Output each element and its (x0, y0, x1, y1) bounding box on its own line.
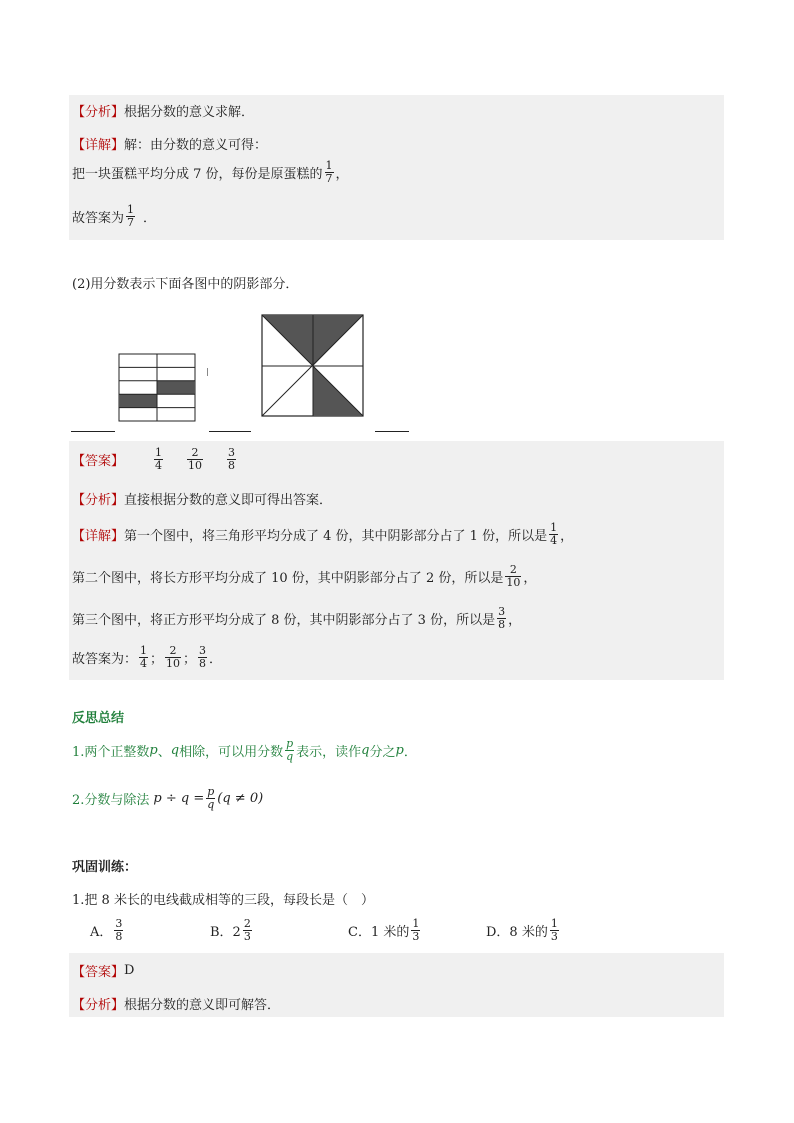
analysis-tag: 【分析】 (72, 105, 125, 120)
analysis-text: 根据分数的意义求解． (124, 105, 255, 120)
answer-tag: 【答案】 (72, 454, 125, 469)
fraction: $\frac{1}{7}$ (127, 203, 135, 229)
fraction: $\frac{3}{8}$ (498, 605, 506, 631)
fraction: $\frac{1}{7}$ (325, 159, 333, 185)
analysis-tag: 【分析】 (72, 493, 125, 508)
detail-text-2: 把一块蛋糕平均分成 7 份，每份是原蛋糕的 (72, 167, 323, 182)
detail-line-1: 【详解】 第一个图中，将三角形平均分成了 4 份，其中阴影部分占了 1 份，所以是 $\frac{1}{4}$ ， (72, 521, 574, 547)
figure-square-triangles (261, 314, 365, 418)
detail-line-3: 第三个图中，将正方形平均分成了 8 份，其中阴影部分占了 3 份，所以是 $\frac{3}{8}$ ， (72, 605, 522, 631)
fraction: $\frac{p}{q}$ (207, 785, 215, 811)
answer-fraction-2: $\frac{2}{10}$ (188, 446, 203, 472)
answer-blank-3 (375, 431, 409, 432)
fraction: $\frac{2}{3}$ (243, 917, 251, 943)
answer-line: 故答案为 $\frac{1}{7}$ ． (72, 203, 157, 229)
answer-line (72, 961, 134, 980)
fraction: $\frac{2}{10}$ (506, 563, 521, 589)
reflection-item-1: 1.两个正整数 p 、 q 相除，可以用分数 $\frac{p}{q}$ 表示，读作 q 分之 p ． (72, 737, 417, 763)
answer-fraction-1: $\frac{1}{4}$ (155, 446, 163, 472)
detail-text-1: 第一个图中，将三角形平均分成了 4 份，其中阴影部分占了 1 份，所以是 (124, 529, 548, 544)
stray-mark (207, 368, 208, 376)
figure-rectangle-grid (118, 353, 196, 423)
detail-text: 解：由分数的意义可得： (124, 138, 268, 153)
analysis-line (72, 101, 254, 120)
fraction: $\frac{3}{8}$ (115, 917, 123, 943)
analysis-line (72, 994, 280, 1013)
fraction: $\frac{1}{3}$ (412, 917, 420, 943)
option-a[interactable]: A． $\frac{3}{8}$ (90, 917, 123, 943)
detail-text-2: 第二个图中，将长方形平均分成了 10 份，其中阴影部分占了 2 份，所以是 (72, 571, 504, 586)
answer-blank-2 (209, 431, 251, 432)
question-1: 1.把 8 米长的电线截成相等的三段，每段长是（ ） (72, 893, 374, 908)
detail-text-3: 第三个图中，将正方形平均分成了 8 份，其中阴影部分占了 3 份，所以是 (72, 613, 496, 628)
answer-text: 故答案为 (72, 211, 125, 226)
fraction: $\frac{p}{q}$ (286, 737, 294, 763)
question-2: (2)用分数表示下面各图中的阴影部分． (72, 277, 299, 292)
analysis-line (72, 489, 332, 508)
analysis-text: 根据分数的意义即可解答． (124, 998, 281, 1013)
fraction: $\frac{2}{10}$ (166, 644, 181, 670)
reflection-item-2: 2.分数与除法 p ÷ q = $\frac{p}{q}$ (q ≠ 0) (72, 785, 264, 811)
option-d[interactable]: D．8 米的 $\frac{1}{3}$ (486, 917, 558, 943)
option-b[interactable]: B．2 $\frac{2}{3}$ (210, 917, 251, 943)
detail-line-2: 把一块蛋糕平均分成 7 份，每份是原蛋糕的 $\frac{1}{7}$ ， (72, 159, 349, 185)
reflection-title: 反思总结 (72, 711, 125, 726)
practice-title: 巩固训练： (72, 860, 138, 875)
answer-tag: 【答案】 (72, 965, 125, 980)
analysis-tag: 【分析】 (72, 998, 125, 1013)
detail-line (72, 134, 267, 153)
fraction: $\frac{1}{4}$ (550, 521, 558, 547)
detail-line-2: 第二个图中，将长方形平均分成了 10 份，其中阴影部分占了 2 份，所以是 $\frac{2}{10}$ ， (72, 563, 537, 589)
answer-text: D (124, 963, 135, 978)
fraction: $\frac{3}{8}$ (199, 644, 207, 670)
final-answer-line: 故答案为： $\frac{1}{4}$ ； $\frac{2}{10}$ ； $\frac{3}{8}$ ． (72, 644, 223, 670)
option-c[interactable]: C．1 米的 $\frac{1}{3}$ (348, 917, 420, 943)
final-answer-text: 故答案为： (72, 652, 138, 667)
fraction: $\frac{1}{4}$ (140, 644, 148, 670)
fraction: $\frac{1}{3}$ (550, 917, 558, 943)
shaded-cell (157, 381, 195, 394)
detail-tag: 【详解】 (72, 138, 125, 153)
answer-line (72, 447, 238, 472)
analysis-text: 直接根据分数的意义即可得出答案． (124, 493, 333, 508)
answer-blank-1 (71, 431, 115, 432)
detail-tag: 【详解】 (72, 529, 125, 544)
shaded-cell (119, 394, 157, 407)
answer-fraction-3: $\frac{3}{8}$ (228, 446, 236, 472)
